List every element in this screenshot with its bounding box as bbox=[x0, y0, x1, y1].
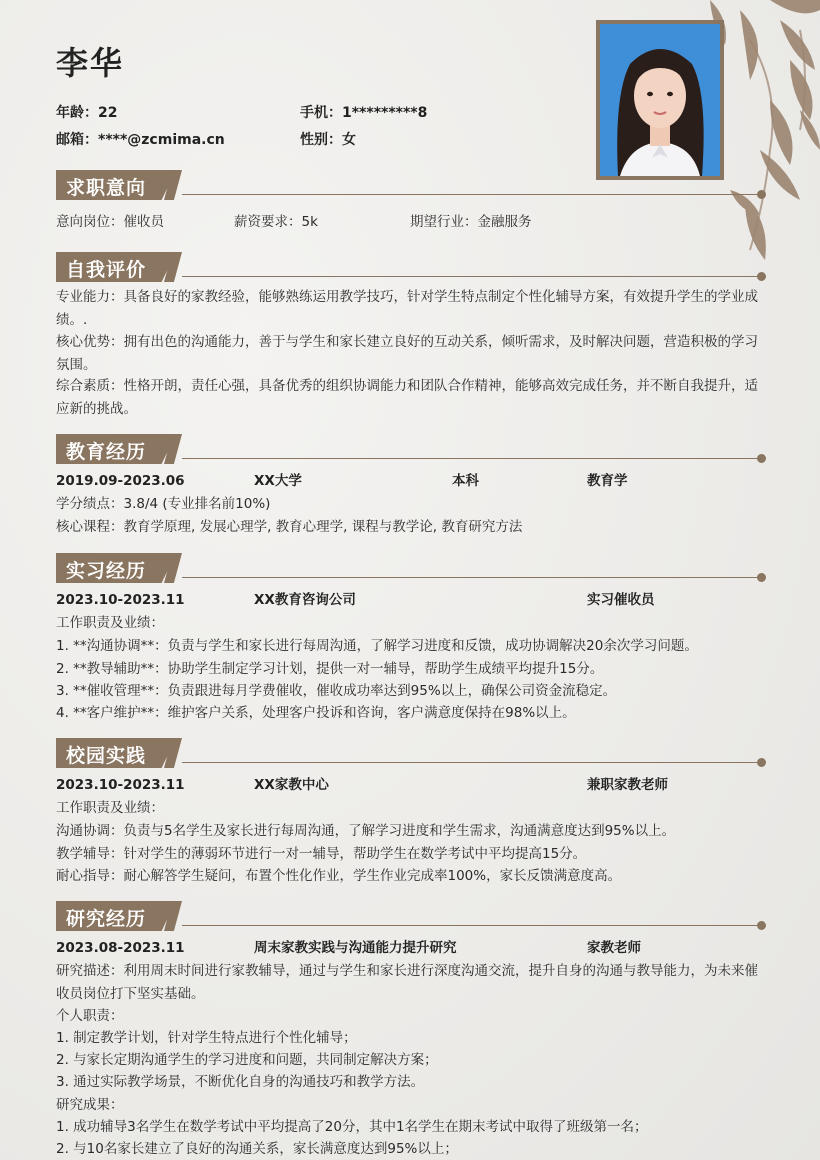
research-description: 研究描述：利用周末时间进行家教辅导，通过与学生和家长进行深度沟通交流，提升自身的沟通与教导能力，为未来催收员岗位打下坚实基础。 bbox=[56, 963, 758, 1002]
list-item: 3. 通过实际教学场景，不断优化自身的沟通技巧和教学方法。 bbox=[56, 1074, 425, 1090]
portrait-icon bbox=[600, 24, 720, 176]
campus-label: 工作职责及业绩： bbox=[56, 800, 164, 816]
section-title: 求职意向 bbox=[66, 177, 147, 199]
research-project: 周末家教实践与沟通能力提升研究 bbox=[254, 940, 457, 956]
phone-info: 手机：1*********8 bbox=[300, 105, 428, 121]
section-header-education bbox=[56, 434, 766, 464]
divider-dot-icon bbox=[757, 272, 766, 281]
age-info: 年龄：22 bbox=[56, 105, 118, 121]
list-item: 教学辅导：针对学生的薄弱环节进行一对一辅导，帮助学生在数学考试中平均提高15分。 bbox=[56, 846, 587, 862]
list-item: 2. 与10名家长建立了良好的沟通关系，家长满意度达到95%以上； bbox=[56, 1141, 458, 1157]
research-result-label: 研究成果： bbox=[56, 1097, 124, 1113]
list-item: 1. 制定教学计划，针对学生特点进行个性化辅导； bbox=[56, 1030, 357, 1046]
education-gpa: 学分绩点：3.8/4 (专业排名前10%) bbox=[56, 496, 271, 512]
divider-dot-icon bbox=[757, 758, 766, 767]
divider-dot-icon bbox=[757, 921, 766, 930]
section-title: 教育经历 bbox=[66, 441, 147, 463]
research-role: 家教老师 bbox=[587, 940, 641, 956]
education-degree: 本科 bbox=[452, 473, 479, 489]
divider-dot-icon bbox=[757, 454, 766, 463]
self-eval-paragraph: 核心优势：拥有出色的沟通能力，善于与学生和家长建立良好的互动关系，倾听需求，及时解决问题，营造积极的学习氛围。 bbox=[56, 334, 758, 373]
email-info: 邮箱：****@zcmima.cn bbox=[56, 132, 225, 148]
section-header-intent bbox=[56, 170, 766, 200]
divider-dot-icon bbox=[757, 573, 766, 582]
list-item: 3. **催收管理**：负责跟进每月学费催收，催收成功率达到95%以上，确保公司资金流稳定。 bbox=[56, 683, 617, 699]
candidate-name: 李华 bbox=[56, 44, 125, 82]
list-item: 1. 成功辅导3名学生在数学考试中平均提高了20分，其中1名学生在期末考试中取得了班级第一名； bbox=[56, 1119, 648, 1135]
section-header-internship bbox=[56, 553, 766, 583]
self-eval-paragraph: 专业能力：具备良好的家教经验，能够熟练运用教学技巧，针对学生特点制定个性化辅导方案，有效提升学生的学业成绩。. bbox=[56, 289, 758, 328]
education-courses: 核心课程：教育学原理, 发展心理学, 教育心理学, 课程与教学论, 教育研究方法 bbox=[56, 519, 523, 535]
internship-label: 工作职责及业绩： bbox=[56, 615, 164, 631]
section-title: 研究经历 bbox=[66, 908, 147, 930]
list-item: 1. **沟通协调**：负责与学生和家长进行每周沟通，了解学习进度和反馈，成功协调解决20余次学习问题。 bbox=[56, 638, 698, 654]
section-title: 自我评价 bbox=[66, 259, 147, 281]
internship-company: XX教育咨询公司 bbox=[254, 592, 356, 608]
campus-role: 兼职家教老师 bbox=[587, 777, 668, 793]
internship-role: 实习催收员 bbox=[587, 592, 655, 608]
section-header-self-eval bbox=[56, 252, 766, 282]
section-title: 校园实践 bbox=[66, 745, 147, 767]
section-header-campus bbox=[56, 738, 766, 768]
section-title: 实习经历 bbox=[66, 560, 147, 582]
education-date: 2019.09-2023.06 bbox=[56, 473, 185, 489]
list-item: 2. **教导辅助**：协助学生制定学习计划，提供一对一辅导，帮助学生成绩平均提升15分。 bbox=[56, 661, 604, 677]
intent-salary: 薪资要求：5k bbox=[234, 214, 318, 230]
research-duty-label: 个人职责： bbox=[56, 1008, 124, 1024]
list-item: 4. **客户维护**：维护客户关系，处理客户投诉和咨询，客户满意度保持在98%以上。 bbox=[56, 705, 576, 721]
list-item: 耐心指导：耐心解答学生疑问，布置个性化作业，学生作业完成率100%，家长反馈满意度高。 bbox=[56, 868, 622, 884]
campus-org: XX家教中心 bbox=[254, 777, 329, 793]
section-header-research bbox=[56, 901, 766, 931]
intent-industry: 期望行业：金融服务 bbox=[410, 214, 532, 230]
education-major: 教育学 bbox=[587, 473, 628, 489]
profile-photo bbox=[596, 20, 724, 180]
education-school: XX大学 bbox=[254, 473, 302, 489]
gender-info: 性别：女 bbox=[300, 132, 356, 148]
intent-position: 意向岗位：催收员 bbox=[56, 214, 164, 230]
internship-date: 2023.10-2023.11 bbox=[56, 592, 185, 608]
list-item: 2. 与家长定期沟通学生的学习进度和问题，共同制定解决方案； bbox=[56, 1052, 438, 1068]
campus-date: 2023.10-2023.11 bbox=[56, 777, 185, 793]
research-date: 2023.08-2023.11 bbox=[56, 940, 185, 956]
self-eval-paragraph: 综合素质：性格开朗，责任心强，具备优秀的组织协调能力和团队合作精神，能够高效完成任务，并不断自我提升，适应新的挑战。 bbox=[56, 378, 758, 417]
divider-dot-icon bbox=[757, 190, 766, 199]
list-item: 沟通协调：负责与5名学生及家长进行每周沟通，了解学习进度和学生需求，沟通满意度达到95%以上。 bbox=[56, 823, 676, 839]
